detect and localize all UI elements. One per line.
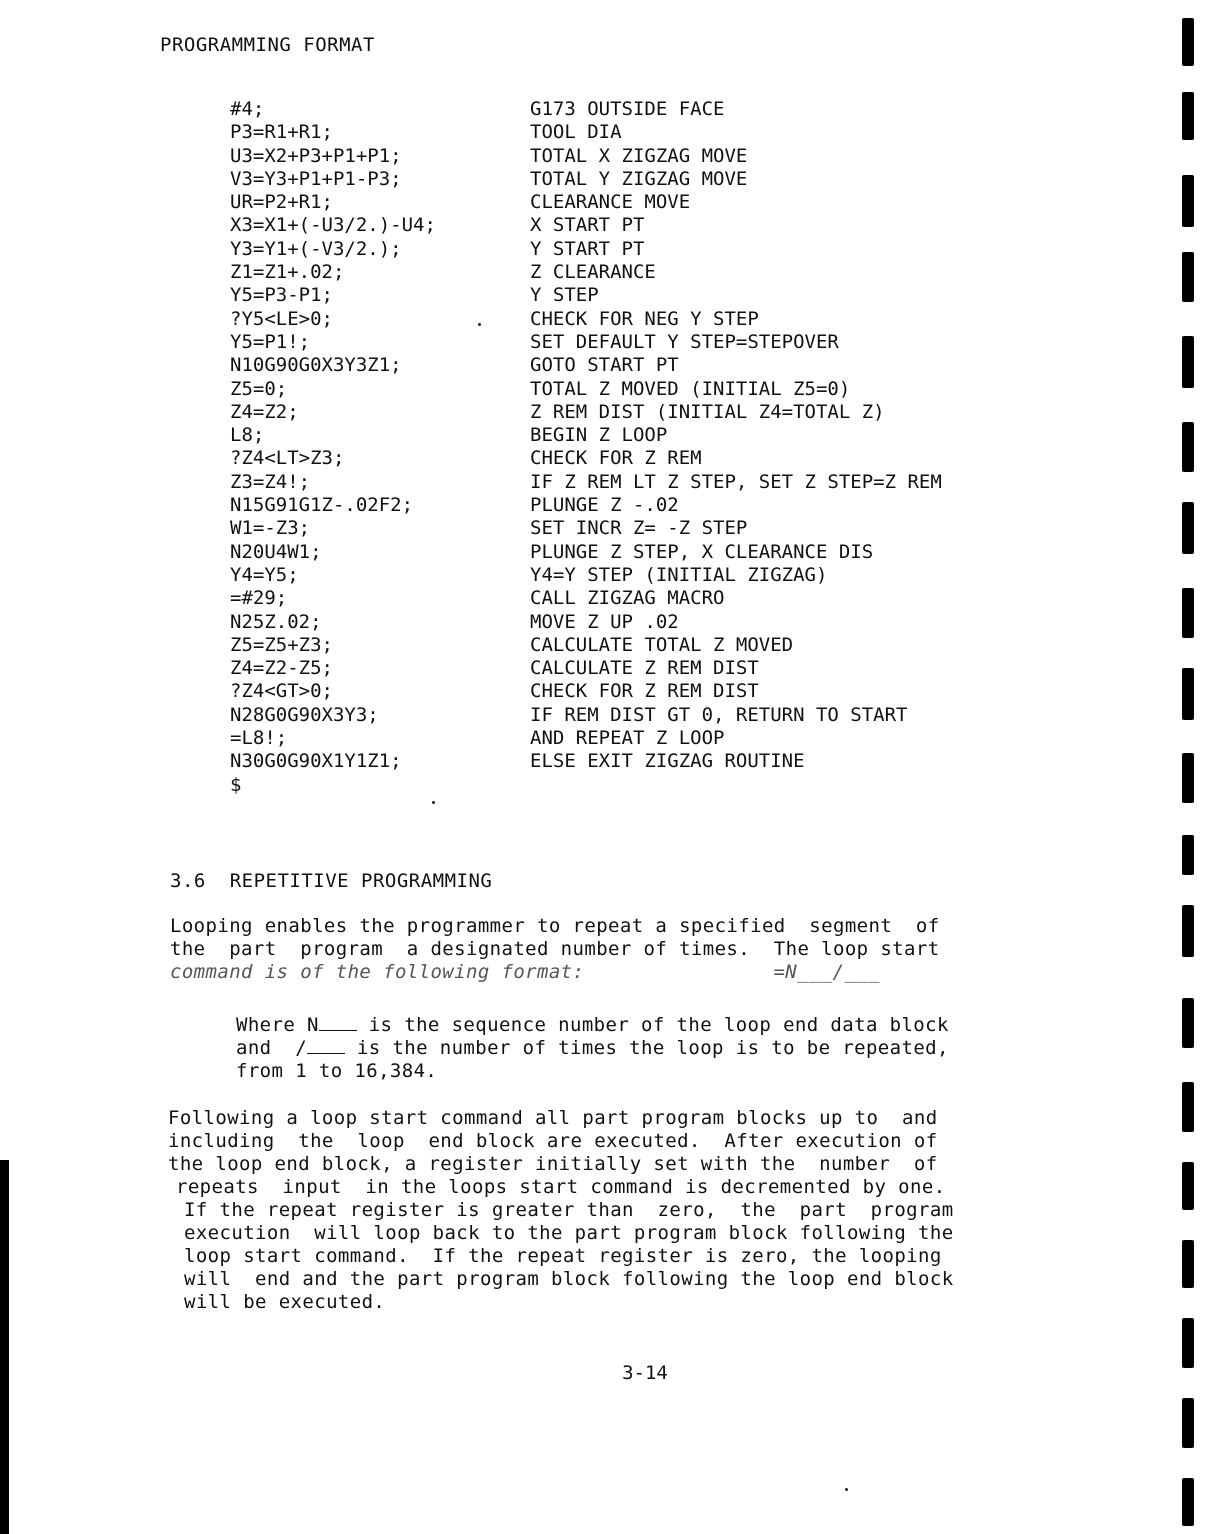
program-command: N10G90G0X3Y3Z1; (230, 354, 402, 377)
binding-mark (1182, 1478, 1194, 1526)
paragraph-line: will end and the part program block following the loop end block (184, 1268, 954, 1290)
paragraph-line: loop start command. If the repeat register is zero, the looping (184, 1245, 942, 1267)
section-heading: 3.6 REPETITIVE PROGRAMMING (170, 870, 493, 892)
program-comment: CHECK FOR Z REM (530, 447, 702, 470)
program-command: ?Z4<GT>0; (230, 680, 333, 703)
program-line (230, 447, 1110, 470)
program-command: ?Y5<LE>0; (230, 307, 333, 330)
program-comment: CHECK FOR NEG Y STEP (530, 307, 759, 330)
scan-speck (845, 1488, 848, 1491)
program-command: Y4=Y5; (230, 563, 299, 586)
binding-mark (1182, 1082, 1194, 1132)
program-line (230, 98, 1110, 121)
program-comment: Y STEP (530, 284, 599, 307)
program-comment: ELSE EXIT ZIGZAG ROUTINE (530, 750, 805, 773)
program-comment (530, 774, 1110, 797)
program-comment: PLUNGE Z -.02 (530, 494, 679, 517)
program-comment: TOOL DIA (530, 121, 622, 144)
binding-mark (1182, 753, 1194, 803)
program-line (230, 727, 1110, 750)
program-line (230, 657, 1110, 680)
program-comment: AND REPEAT Z LOOP (530, 727, 725, 750)
program-command: =#29; (230, 587, 288, 610)
program-line (230, 517, 1110, 540)
program-listing (230, 98, 1110, 797)
program-command: Z5=Z5+Z3; (230, 633, 333, 656)
program-comment: TOTAL Z MOVED (INITIAL Z5=0) (530, 377, 851, 400)
program-comment: X START PT (530, 214, 645, 237)
program-command: UR=P2+R1; (230, 191, 333, 214)
program-comment: SET INCR Z= -Z STEP (530, 517, 748, 540)
program-line (230, 238, 1110, 261)
program-comment: GOTO START PT (530, 354, 679, 377)
binding-mark (1182, 175, 1194, 227)
text-fragment: Where N (236, 1014, 319, 1036)
paragraph-line: If the repeat register is greater than zero, the part program (184, 1199, 954, 1221)
program-command: Y5=P1!; (230, 330, 311, 353)
binding-mark (1182, 905, 1194, 957)
binding-mark (1182, 835, 1194, 875)
program-line (230, 541, 1110, 564)
paragraph-line (170, 961, 1095, 984)
program-line (230, 704, 1110, 727)
program-line (230, 214, 1110, 237)
program-comment: CLEARANCE MOVE (530, 191, 691, 214)
paragraph-line (236, 1037, 1091, 1060)
scan-speck (432, 801, 435, 804)
binding-mark (1182, 92, 1194, 140)
program-line (230, 261, 1110, 284)
program-line (230, 145, 1110, 168)
page-number: 3-14 (622, 1362, 668, 1384)
paragraph-line: Following a loop start command all part program blocks up to and (168, 1107, 938, 1129)
program-line (230, 308, 1110, 331)
binding-mark (1182, 18, 1194, 66)
blank-line (319, 1016, 357, 1031)
program-command: #4; (230, 98, 265, 120)
paragraph-line: will be executed. (184, 1291, 386, 1313)
binding-mark (1182, 1240, 1194, 1288)
text-fragment: is the sequence number of the loop end data block (356, 1014, 949, 1036)
binding-mark (1182, 1398, 1194, 1448)
program-command: N25Z.02; (230, 610, 322, 633)
program-comment: MOVE Z UP .02 (530, 610, 679, 633)
binding-mark (1182, 336, 1194, 388)
program-command: W1=-Z3; (230, 517, 311, 540)
program-line (230, 331, 1110, 354)
program-line (230, 494, 1110, 517)
program-line (230, 471, 1110, 494)
program-line (230, 564, 1110, 587)
program-comment: IF Z REM LT Z STEP, SET Z STEP=Z REM (530, 470, 942, 493)
program-comment: BEGIN Z LOOP (530, 424, 668, 447)
program-command: N15G91G1Z-.02F2; (230, 494, 414, 517)
scan-edge-shadow (0, 1160, 9, 1534)
text-fragment: and / (236, 1037, 308, 1059)
paragraph-where (236, 1014, 1091, 1083)
program-command: X3=X1+(-U3/2.)-U4; (230, 214, 436, 237)
program-comment: Z CLEARANCE (530, 261, 656, 284)
program-command: =L8!; (230, 727, 288, 750)
paragraph-loop-execution (168, 1107, 1093, 1314)
paragraph-line: the loop end block, a register initially set with the number of (168, 1153, 938, 1175)
program-comment: Y START PT (530, 237, 645, 260)
format-intro-text: command is of the following format: (170, 961, 585, 983)
program-comment: IF REM DIST GT 0, RETURN TO START (530, 703, 908, 726)
program-command: L8; (230, 424, 265, 447)
paragraph-line: execution will loop back to the part program block following the (184, 1222, 954, 1244)
program-command: Z1=Z1+.02; (230, 261, 345, 284)
program-comment: CALL ZIGZAG MACRO (530, 587, 725, 610)
scan-speck (478, 323, 481, 326)
program-line (230, 378, 1110, 401)
program-command: $ (230, 773, 242, 796)
paragraph-line: Looping enables the programmer to repeat a specified segment of (170, 915, 940, 937)
program-line (230, 121, 1110, 144)
page-header: PROGRAMMING FORMAT (160, 34, 375, 56)
program-command: N30G0G90X1Y1Z1; (230, 750, 402, 773)
text-fragment: is the number of times the loop is to be repeated, (345, 1037, 949, 1059)
program-comment: SET DEFAULT Y STEP=STEPOVER (530, 330, 839, 353)
paragraph-loop-intro (170, 915, 1095, 984)
program-command: P3=R1+R1; (230, 121, 333, 144)
program-line (230, 168, 1110, 191)
program-line (230, 284, 1110, 307)
binding-mark (1182, 422, 1194, 472)
program-line (230, 424, 1110, 447)
paragraph-line: repeats input in the loops start command is decremented by one. (176, 1176, 946, 1198)
program-line (230, 750, 1110, 773)
program-comment: G173 OUTSIDE FACE (530, 98, 725, 120)
program-line (230, 354, 1110, 377)
program-command: N28G0G90X3Y3; (230, 703, 379, 726)
program-command: Z5=0; (230, 377, 288, 400)
binding-mark (1182, 588, 1194, 638)
program-line (230, 401, 1110, 424)
program-comment: CALCULATE TOTAL Z MOVED (530, 633, 794, 656)
program-line (230, 587, 1110, 610)
program-comment: TOTAL X ZIGZAG MOVE (530, 144, 748, 167)
paragraph-line (236, 1014, 1091, 1037)
program-command: U3=X2+P3+P1+P1; (230, 144, 402, 167)
program-line (230, 680, 1110, 703)
program-line (230, 774, 1110, 797)
binding-mark (1182, 502, 1194, 554)
program-comment: CHECK FOR Z REM DIST (530, 680, 759, 703)
program-comment: PLUNGE Z STEP, X CLEARANCE DIS (530, 540, 874, 563)
paragraph-line: the part program a designated number of times. The loop start (170, 938, 940, 960)
program-command: Y5=P3-P1; (230, 284, 333, 307)
blank-line (307, 1039, 345, 1054)
program-line (230, 191, 1110, 214)
binding-mark (1182, 252, 1194, 302)
program-command: Y3=Y1+(-V3/2.); (230, 237, 402, 260)
program-command: N20U4W1; (230, 540, 322, 563)
program-comment: CALCULATE Z REM DIST (530, 657, 759, 680)
program-comment: TOTAL Y ZIGZAG MOVE (530, 167, 748, 190)
program-line (230, 611, 1110, 634)
program-comment: Z REM DIST (INITIAL Z4=TOTAL Z) (530, 400, 885, 423)
program-command: Z4=Z2; (230, 400, 299, 423)
binding-mark (1182, 998, 1194, 1048)
program-command: Z4=Z2-Z5; (230, 657, 333, 680)
program-comment: Y4=Y STEP (INITIAL ZIGZAG) (530, 563, 828, 586)
program-command: Z3=Z4!; (230, 470, 311, 493)
paragraph-line: including the loop end block are executed. After execution of (168, 1130, 938, 1152)
binding-mark (1182, 1162, 1194, 1210)
paragraph-line: from 1 to 16,384. (236, 1060, 438, 1082)
binding-mark (1182, 668, 1194, 720)
program-command: V3=Y3+P1+P1-P3; (230, 167, 402, 190)
program-command: ?Z4<LT>Z3; (230, 447, 345, 470)
binding-mark (1182, 1318, 1194, 1368)
loop-format-syntax: =N___/___ (773, 961, 880, 983)
program-line (230, 634, 1110, 657)
